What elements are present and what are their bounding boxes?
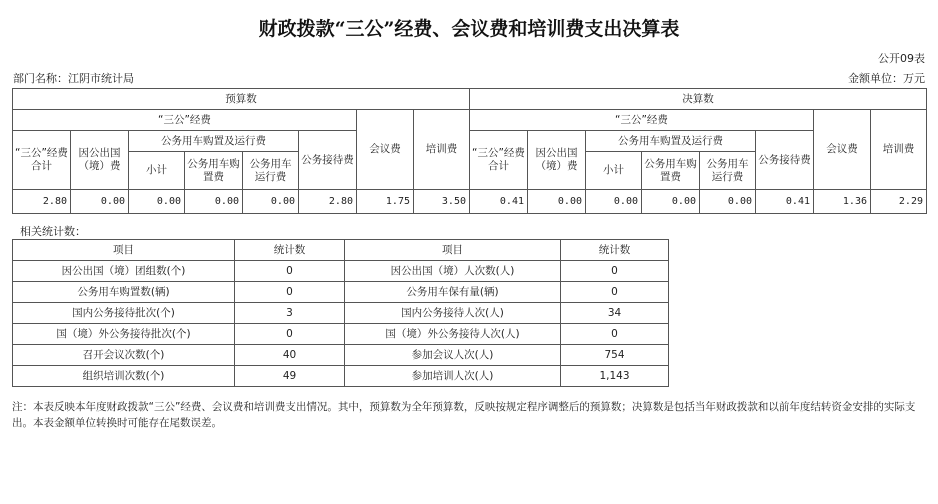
stats-item: 国内公务接待批次(个)	[13, 303, 235, 324]
stats-item: 参加培训人次(人)	[345, 366, 561, 387]
table-row	[13, 366, 669, 387]
table-row	[13, 261, 669, 282]
budget-vehicle-group-header: 公务用车购置及运行费	[129, 131, 299, 152]
budget-reception-header: 公务接待费	[299, 131, 357, 190]
page-title: 财政拨款“三公”经费、会议费和培训费支出决算表	[258, 18, 680, 40]
stats-caption: 相关统计数：	[20, 225, 86, 238]
final-sangong-header: “三公”经费	[470, 110, 814, 131]
final-value: 1.36	[814, 190, 871, 214]
stats-header-item: 项目	[13, 240, 235, 261]
final-vehicle-purchase-header: 公务用车购置费	[642, 152, 700, 190]
stats-count: 0	[561, 282, 669, 303]
stats-item: 公务用车保有量(辆)	[345, 282, 561, 303]
stats-count: 49	[235, 366, 345, 387]
final-value: 0.00	[700, 190, 756, 214]
stats-item: 国内公务接待人次(人)	[345, 303, 561, 324]
budget-value: 0.00	[243, 190, 299, 214]
budget-training-header: 培训费	[414, 110, 470, 190]
budget-sangong-header: “三公”经费	[13, 110, 357, 131]
stats-count: 0	[561, 324, 669, 345]
table-row	[13, 345, 669, 366]
final-vehicle-run-header: 公务用车运行费	[700, 152, 756, 190]
stats-count: 3	[235, 303, 345, 324]
stats-item: 国（境）外公务接待批次(个)	[13, 324, 235, 345]
final-abroad-header: 因公出国（境）费	[528, 131, 586, 190]
footnote: 注：本表反映本年度财政拨款“三公”经费、会议费和培训费支出情况。其中，预算数为全年预算数，反映按规定程序调整后的预算数；决算数是包括当年财政拨款和以前年度结转资金安排的实际支出。本表金额单位转换时可能存在尾数误差。	[12, 401, 916, 429]
final-subtotal-header: 小计	[586, 152, 642, 190]
stats-item: 国（境）外公务接待人次(人)	[345, 324, 561, 345]
stats-count: 0	[561, 261, 669, 282]
final-reception-header: 公务接待费	[756, 131, 814, 190]
budget-abroad-header: 因公出国（境）费	[71, 131, 129, 190]
department-name: 部门名称：江阴市统计局	[13, 72, 134, 85]
final-header: 决算数	[470, 89, 927, 110]
final-sangong-total-header: “三公”经费合计	[470, 131, 528, 190]
final-value: 2.29	[871, 190, 927, 214]
form-number: 公开09表	[878, 52, 925, 65]
final-value: 0.00	[642, 190, 700, 214]
stats-header-count: 统计数	[235, 240, 345, 261]
stats-count: 0	[235, 261, 345, 282]
stats-item: 召开会议次数(个)	[13, 345, 235, 366]
budget-subtotal-header: 小计	[129, 152, 185, 190]
stats-item: 参加会议人次(人)	[345, 345, 561, 366]
amount-unit: 金额单位：万元	[848, 72, 925, 85]
budget-meeting-header: 会议费	[357, 110, 414, 190]
stats-count: 34	[561, 303, 669, 324]
final-value: 0.41	[756, 190, 814, 214]
budget-header: 预算数	[13, 89, 470, 110]
table-row	[13, 282, 669, 303]
final-value: 0.00	[528, 190, 586, 214]
stats-table	[12, 239, 669, 387]
table-row	[13, 303, 669, 324]
budget-value: 0.00	[71, 190, 129, 214]
stats-header-item: 项目	[345, 240, 561, 261]
budget-vehicle-run-header: 公务用车运行费	[243, 152, 299, 190]
stats-count: 754	[561, 345, 669, 366]
stats-count: 0	[235, 282, 345, 303]
final-value: 0.41	[470, 190, 528, 214]
stats-item: 因公出国（境）人次数(人)	[345, 261, 561, 282]
budget-vehicle-purchase-header: 公务用车购置费	[185, 152, 243, 190]
budget-value: 1.75	[357, 190, 414, 214]
budget-value: 3.50	[414, 190, 470, 214]
final-training-header: 培训费	[871, 110, 927, 190]
stats-item: 因公出国（境）团组数(个)	[13, 261, 235, 282]
budget-value: 2.80	[299, 190, 357, 214]
expenditure-table	[12, 88, 927, 214]
final-vehicle-group-header: 公务用车购置及运行费	[586, 131, 756, 152]
table-row	[13, 324, 669, 345]
budget-value: 0.00	[129, 190, 185, 214]
budget-value: 2.80	[13, 190, 71, 214]
stats-count: 0	[235, 324, 345, 345]
budget-value: 0.00	[185, 190, 243, 214]
stats-count: 1,143	[561, 366, 669, 387]
final-meeting-header: 会议费	[814, 110, 871, 190]
stats-item: 公务用车购置数(辆)	[13, 282, 235, 303]
budget-sangong-total-header: “三公”经费合计	[13, 131, 71, 190]
stats-count: 40	[235, 345, 345, 366]
stats-header-count: 统计数	[561, 240, 669, 261]
final-value: 0.00	[586, 190, 642, 214]
stats-item: 组织培训次数(个)	[13, 366, 235, 387]
